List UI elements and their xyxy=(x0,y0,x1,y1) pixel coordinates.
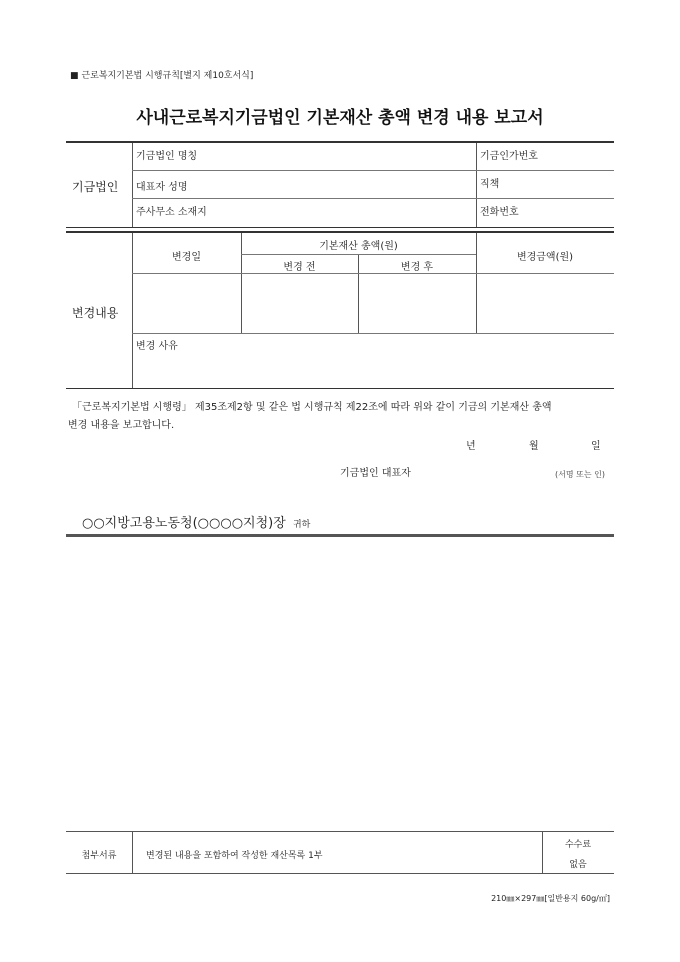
fee-label: 수수료 xyxy=(564,840,592,850)
date-day[interactable]: 일 xyxy=(591,441,601,452)
fund-row-line-1 xyxy=(132,170,614,171)
attachment-bottom-border xyxy=(66,873,614,874)
fund-right-divider xyxy=(476,143,477,227)
change-bottom-border xyxy=(66,388,614,389)
page-title: 사내근로복지기금법인 기본재산 총액 변경 내용 보고서 xyxy=(136,108,544,128)
attachment-label: 첨부서류 xyxy=(81,851,117,861)
paper-spec: 210㎜×297㎜[일반용지 60g/㎡] xyxy=(491,894,610,903)
representative-name-field[interactable]: 대표자 성명 xyxy=(136,182,188,193)
after-amount-input[interactable] xyxy=(359,274,476,333)
attachment-top-border xyxy=(66,831,614,832)
fund-top-border xyxy=(66,141,614,143)
fund-bottom-border xyxy=(66,227,614,228)
recipient-suffix: 귀하 xyxy=(292,520,311,530)
attachment-divider xyxy=(132,832,133,873)
square-bullet-icon: ■ xyxy=(70,71,79,81)
change-amount-header: 변경금액(원) xyxy=(516,252,574,263)
signature-hint[interactable]: (서명 또는 인) xyxy=(555,470,605,479)
date-month[interactable]: 월 xyxy=(529,441,539,452)
recipient-name: ○○지방고용노동청(○○○○지청)장 xyxy=(82,516,286,531)
fund-section-label: 기금법인 xyxy=(72,180,119,194)
position-field[interactable]: 직책 xyxy=(480,179,500,190)
office-address-field[interactable]: 주사무소 소재지 xyxy=(136,207,207,218)
change-date-input[interactable] xyxy=(133,274,241,333)
fund-approval-number-field[interactable]: 기금인가번호 xyxy=(480,151,538,162)
date-year[interactable]: 년 xyxy=(466,441,476,452)
phone-number-field[interactable]: 전화번호 xyxy=(480,207,519,218)
change-date-header: 변경일 xyxy=(172,252,201,263)
before-amount-input[interactable] xyxy=(242,274,358,333)
change-amount-input[interactable] xyxy=(477,274,614,333)
values-bottom-line xyxy=(132,333,614,334)
regulation-caption xyxy=(70,68,253,81)
change-top-border xyxy=(66,231,614,233)
regulation-text: 근로복지기본법 시행규칙[별지 제10호서식] xyxy=(81,71,254,81)
before-change-header: 변경 전 xyxy=(283,262,316,273)
after-change-header: 변경 후 xyxy=(400,262,434,273)
fund-row-line-2 xyxy=(132,198,614,199)
change-reason-field[interactable]: 변경 사유 xyxy=(136,341,178,352)
declaration-line-1: 「근로복지기본법 시행령」 제35조제2항 및 같은 법 시행규칙 제22조에 따라 위와 같이 기금의 기본재산 총액 xyxy=(72,402,552,413)
fee-value: 없음 xyxy=(569,860,587,870)
fund-name-field[interactable]: 기금법인 명칭 xyxy=(136,151,198,162)
fund-divider xyxy=(132,143,133,227)
signer-label: 기금법인 대표자 xyxy=(340,468,411,479)
declaration-bottom-rule xyxy=(66,534,614,537)
recipient-line xyxy=(82,512,310,531)
declaration-line-2: 변경 내용을 보고합니다. xyxy=(68,420,175,431)
attachment-content: 변경된 내용을 포함하여 작성한 재산목록 1부 xyxy=(146,851,323,861)
change-section-label: 변경내용 xyxy=(72,306,119,320)
total-subheader-line xyxy=(241,254,476,255)
total-assets-header: 기본재산 총액(원) xyxy=(319,241,398,252)
